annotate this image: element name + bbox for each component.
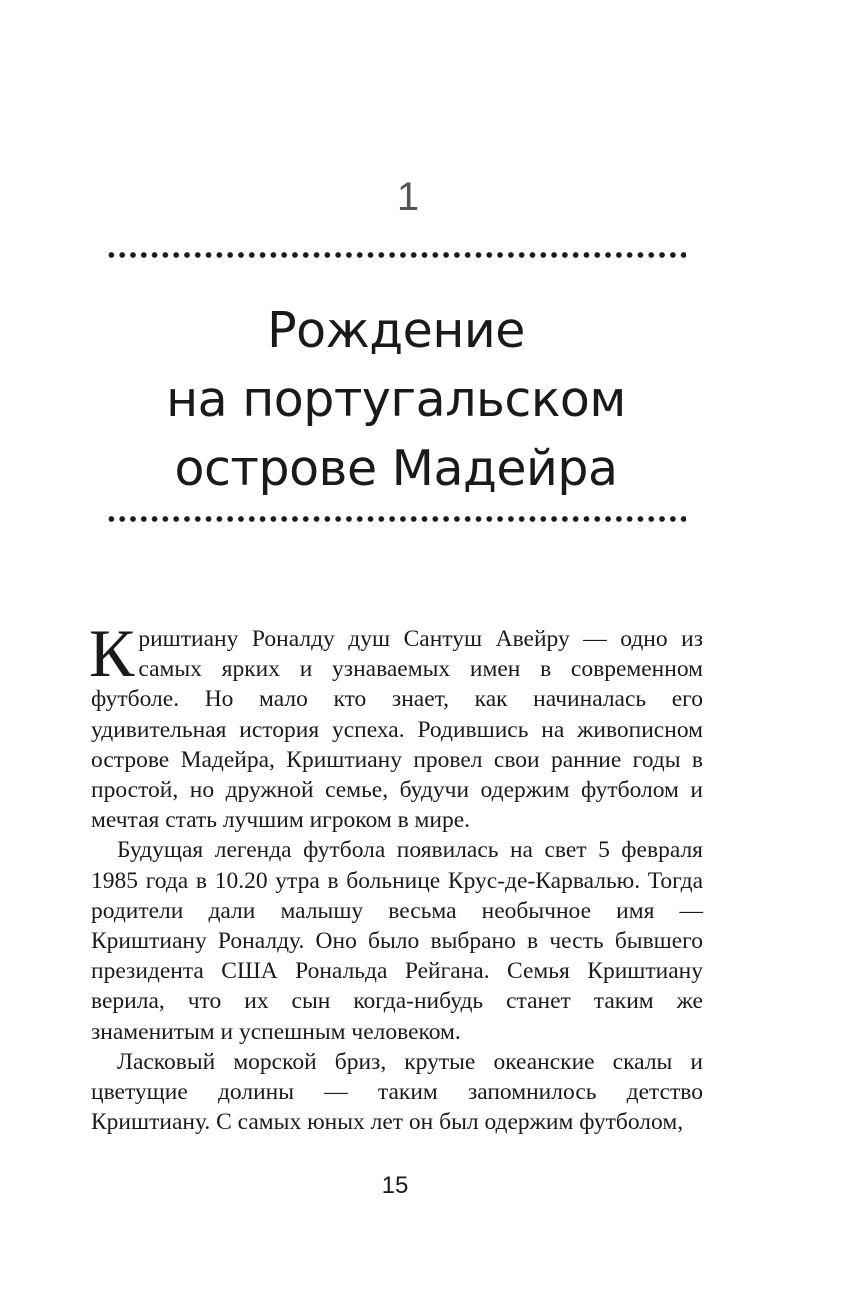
paragraph: Ласковый морской бриз, крутые океанские скалы и цветущие долины — таким запомнилось детство Криштиану. С самых юных лет он был одержим футболом, — [91, 1048, 703, 1136]
dotted-divider-bottom — [106, 515, 686, 523]
paragraph-text: риштиану Роналду душ Сантуш Авейру — одно из самых ярких и узнаваемых имен в современном футболе. Но мало кто знает, как начиналась его удивительная история успеха. Родившись на живописном острове Мадейра, Криштиану провел свои ранние годы в простой, но дружной семье, будучи одержим футболом и мечтая стать лучшим игроком в мире. — [91, 626, 703, 834]
chapter-title-line: острове Мадейра — [174, 440, 618, 497]
page-number: 15 — [381, 1172, 409, 1199]
chapter-title-line: на португальском — [166, 371, 626, 428]
chapter-number: 1 — [396, 175, 420, 219]
chapter-title — [0, 296, 792, 503]
paragraph: Будущая легенда футбола появилась на свет 5 февраля 1985 года в 10.20 утра в больнице Крус-де-Карвалью. Тогда родители дали малышу весьма необычное имя — Криштиану Роналду. Оно было выбрано в честь бывшего президента США Рональда Рейгана. Семья Криштиану верила, что их сын когда-нибудь станет таким же знаменитым и успешным человеком. — [91, 837, 703, 1045]
chapter-title-line: Рождение — [267, 302, 525, 359]
body-text — [89, 615, 703, 1137]
dotted-divider-top — [106, 251, 686, 259]
drop-cap: К — [89, 615, 135, 691]
paragraph — [89, 615, 703, 835]
